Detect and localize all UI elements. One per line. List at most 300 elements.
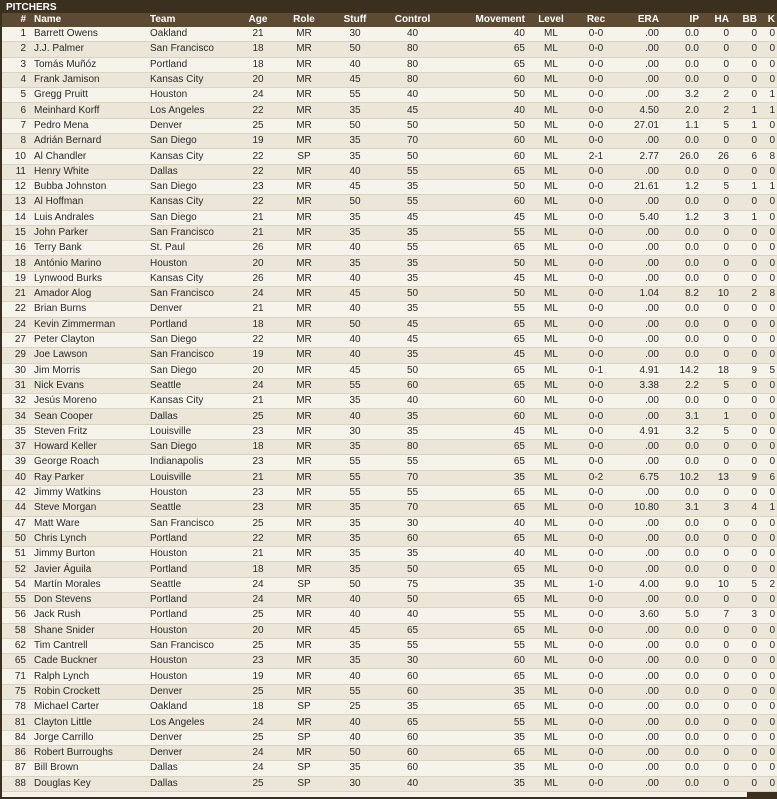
cell-ip: 0.0: [661, 256, 701, 271]
column-header-bb[interactable]: BB: [731, 13, 759, 27]
cell-age: 23: [238, 501, 278, 516]
cell-role: MR: [278, 317, 330, 332]
cell-role: SP: [278, 776, 330, 791]
cell-role: SP: [278, 149, 330, 164]
table-row[interactable]: [2, 302, 777, 317]
cell-name: António Marino: [28, 256, 148, 271]
cell-age: 22: [238, 103, 278, 118]
cell-k: 0: [759, 317, 777, 332]
table-row[interactable]: [2, 730, 777, 745]
cell-team: San Diego: [148, 210, 238, 225]
cell-team: San Francisco: [148, 638, 238, 653]
column-header-num[interactable]: #: [2, 13, 28, 27]
cell-control: 50: [380, 562, 445, 577]
cell-rec: 0-0: [575, 669, 617, 684]
cell-stuff: 35: [330, 761, 380, 776]
cell-bb: 0: [731, 730, 759, 745]
cell-control: 80: [380, 440, 445, 455]
cell-movement: 60: [445, 394, 527, 409]
cell-era: 2.77: [617, 149, 661, 164]
cell-level: ML: [527, 287, 575, 302]
cell-ha: 10: [701, 287, 731, 302]
cell-ip: 0.0: [661, 440, 701, 455]
cell-control: 40: [380, 27, 445, 42]
cell-age: 24: [238, 88, 278, 103]
table-row[interactable]: [2, 225, 777, 240]
cell-ip: 0.0: [661, 531, 701, 546]
cell-name: Robin Crockett: [28, 684, 148, 699]
table-row[interactable]: [2, 27, 777, 42]
table-row[interactable]: [2, 409, 777, 424]
cell-rec: 0-0: [575, 638, 617, 653]
column-header-ip[interactable]: IP: [661, 13, 701, 27]
cell-ha: 0: [701, 332, 731, 347]
column-header-name[interactable]: Name: [28, 13, 148, 27]
table-row[interactable]: [2, 531, 777, 546]
column-header-movement[interactable]: Movement: [445, 13, 527, 27]
cell-num: 75: [2, 684, 28, 699]
cell-movement: 65: [445, 485, 527, 500]
table-row[interactable]: [2, 562, 777, 577]
cell-rec: 0-0: [575, 562, 617, 577]
column-header-level[interactable]: Level: [527, 13, 575, 27]
table-row[interactable]: [2, 363, 777, 378]
table-row[interactable]: [2, 42, 777, 57]
cell-era: .00: [617, 485, 661, 500]
table-row[interactable]: [2, 287, 777, 302]
cell-k: 0: [759, 745, 777, 760]
cell-num: 58: [2, 623, 28, 638]
cell-ha: 0: [701, 164, 731, 179]
cell-movement: 65: [445, 531, 527, 546]
cell-movement: 65: [445, 501, 527, 516]
cell-era: 4.91: [617, 363, 661, 378]
cell-bb: 0: [731, 225, 759, 240]
cell-movement: 65: [445, 164, 527, 179]
table-row[interactable]: [2, 241, 777, 256]
table-row[interactable]: [2, 684, 777, 699]
cell-era: .00: [617, 57, 661, 72]
cell-control: 35: [380, 547, 445, 562]
cell-rec: 0-0: [575, 118, 617, 133]
cell-level: ML: [527, 103, 575, 118]
cell-rec: 0-0: [575, 424, 617, 439]
cell-control: 80: [380, 72, 445, 87]
cell-control: 35: [380, 256, 445, 271]
table-row[interactable]: [2, 455, 777, 470]
table-row[interactable]: [2, 149, 777, 164]
table-row[interactable]: [2, 195, 777, 210]
cell-level: ML: [527, 531, 575, 546]
cell-bb: 1: [731, 118, 759, 133]
cell-role: MR: [278, 88, 330, 103]
cell-age: 25: [238, 118, 278, 133]
table-row[interactable]: [2, 134, 777, 149]
cell-role: MR: [278, 684, 330, 699]
cell-ha: 0: [701, 57, 731, 72]
cell-team: Louisville: [148, 470, 238, 485]
cell-role: MR: [278, 623, 330, 638]
cell-ha: 0: [701, 516, 731, 531]
table-row[interactable]: [2, 638, 777, 653]
cell-name: Joe Lawson: [28, 348, 148, 363]
cell-name: Howard Keller: [28, 440, 148, 455]
cell-name: Ralph Lynch: [28, 669, 148, 684]
cell-age: 21: [238, 470, 278, 485]
column-header-age[interactable]: Age: [238, 13, 278, 27]
cell-ha: 0: [701, 42, 731, 57]
cell-role: MR: [278, 241, 330, 256]
cell-num: 39: [2, 455, 28, 470]
cell-movement: 40: [445, 27, 527, 42]
cell-age: 25: [238, 608, 278, 623]
cell-rec: 0-0: [575, 256, 617, 271]
column-header-rec[interactable]: Rec: [575, 13, 617, 27]
cell-ha: 0: [701, 776, 731, 791]
cell-age: 20: [238, 256, 278, 271]
cell-k: 0: [759, 623, 777, 638]
cell-num: 30: [2, 363, 28, 378]
cell-stuff: 55: [330, 684, 380, 699]
cell-num: 55: [2, 592, 28, 607]
cell-era: .00: [617, 394, 661, 409]
cell-k: 0: [759, 440, 777, 455]
column-header-role[interactable]: Role: [278, 13, 330, 27]
cell-movement: 50: [445, 118, 527, 133]
cell-ha: 0: [701, 531, 731, 546]
cell-control: 40: [380, 608, 445, 623]
cell-ip: 0.0: [661, 225, 701, 240]
cell-movement: 65: [445, 669, 527, 684]
cell-num: 27: [2, 332, 28, 347]
cell-bb: 0: [731, 638, 759, 653]
table-row[interactable]: [2, 623, 777, 638]
cell-rec: 0-0: [575, 485, 617, 500]
cell-movement: 50: [445, 287, 527, 302]
cell-bb: 0: [731, 302, 759, 317]
cell-stuff: 45: [330, 623, 380, 638]
cell-team: Houston: [148, 669, 238, 684]
cell-age: 22: [238, 332, 278, 347]
table-row[interactable]: [2, 516, 777, 531]
cell-name: Lynwood Burks: [28, 271, 148, 286]
cell-level: ML: [527, 348, 575, 363]
cell-ha: 0: [701, 485, 731, 500]
cell-era: 3.38: [617, 378, 661, 393]
cell-stuff: 50: [330, 195, 380, 210]
cell-age: 18: [238, 700, 278, 715]
cell-era: .00: [617, 348, 661, 363]
table-row[interactable]: [2, 271, 777, 286]
table-row[interactable]: [2, 179, 777, 194]
cell-bb: 9: [731, 363, 759, 378]
column-header-era[interactable]: ERA: [617, 13, 661, 27]
cell-name: Steve Morgan: [28, 501, 148, 516]
cell-bb: 0: [731, 88, 759, 103]
cell-num: 62: [2, 638, 28, 653]
cell-era: .00: [617, 27, 661, 42]
table-row[interactable]: [2, 761, 777, 776]
cell-team: Denver: [148, 730, 238, 745]
cell-movement: 35: [445, 776, 527, 791]
table-row[interactable]: [2, 88, 777, 103]
cell-movement: 65: [445, 363, 527, 378]
cell-stuff: 50: [330, 317, 380, 332]
cell-num: 78: [2, 700, 28, 715]
cell-control: 60: [380, 761, 445, 776]
cell-level: ML: [527, 363, 575, 378]
cell-control: 45: [380, 103, 445, 118]
cell-name: Shane Snider: [28, 623, 148, 638]
cell-k: 0: [759, 118, 777, 133]
cell-bb: 0: [731, 531, 759, 546]
cell-control: 35: [380, 179, 445, 194]
cell-movement: 65: [445, 623, 527, 638]
cell-num: 21: [2, 287, 28, 302]
cell-era: 6.75: [617, 470, 661, 485]
cell-level: ML: [527, 547, 575, 562]
cell-num: 1: [2, 27, 28, 42]
table-row[interactable]: [2, 57, 777, 72]
cell-bb: 0: [731, 424, 759, 439]
cell-age: 26: [238, 271, 278, 286]
cell-bb: 0: [731, 761, 759, 776]
cell-role: MR: [278, 470, 330, 485]
table-row[interactable]: [2, 332, 777, 347]
cell-control: 55: [380, 164, 445, 179]
cell-era: 21.61: [617, 179, 661, 194]
cell-k: 0: [759, 761, 777, 776]
cell-ip: 0.0: [661, 776, 701, 791]
cell-level: ML: [527, 669, 575, 684]
table-row[interactable]: [2, 608, 777, 623]
cell-level: ML: [527, 149, 575, 164]
cell-k: 0: [759, 516, 777, 531]
cell-stuff: 50: [330, 42, 380, 57]
cell-movement: 35: [445, 730, 527, 745]
table-row[interactable]: [2, 210, 777, 225]
cell-ha: 0: [701, 195, 731, 210]
cell-era: .00: [617, 531, 661, 546]
cell-level: ML: [527, 27, 575, 42]
table-row[interactable]: [2, 547, 777, 562]
cell-level: ML: [527, 179, 575, 194]
cell-role: MR: [278, 27, 330, 42]
cell-ha: 13: [701, 470, 731, 485]
cell-team: San Francisco: [148, 516, 238, 531]
table-row[interactable]: [2, 394, 777, 409]
cell-k: 0: [759, 684, 777, 699]
cell-num: 16: [2, 241, 28, 256]
pitchers-table: [2, 13, 777, 792]
cell-k: 0: [759, 409, 777, 424]
cell-stuff: 30: [330, 424, 380, 439]
cell-ha: 7: [701, 608, 731, 623]
cell-level: ML: [527, 562, 575, 577]
cell-rec: 0-0: [575, 378, 617, 393]
cell-ip: 0.0: [661, 42, 701, 57]
cell-bb: 5: [731, 577, 759, 592]
cell-name: Kevin Zimmerman: [28, 317, 148, 332]
cell-rec: 0-0: [575, 241, 617, 256]
table-row[interactable]: [2, 118, 777, 133]
table-row[interactable]: [2, 378, 777, 393]
cell-ip: 14.2: [661, 363, 701, 378]
cell-rec: 0-1: [575, 363, 617, 378]
cell-age: 20: [238, 72, 278, 87]
cell-k: 0: [759, 302, 777, 317]
table-row[interactable]: [2, 577, 777, 592]
cell-role: MR: [278, 562, 330, 577]
table-row[interactable]: [2, 103, 777, 118]
table-row[interactable]: [2, 470, 777, 485]
cell-era: .00: [617, 669, 661, 684]
cell-stuff: 55: [330, 455, 380, 470]
cell-movement: 65: [445, 700, 527, 715]
cell-stuff: 35: [330, 210, 380, 225]
cell-era: 4.00: [617, 577, 661, 592]
cell-num: 51: [2, 547, 28, 562]
cell-ha: 0: [701, 241, 731, 256]
cell-stuff: 50: [330, 745, 380, 760]
cell-role: MR: [278, 424, 330, 439]
cell-movement: 65: [445, 378, 527, 393]
table-row[interactable]: [2, 776, 777, 791]
cell-name: Cade Buckner: [28, 654, 148, 669]
cell-name: Jorge Carrillo: [28, 730, 148, 745]
cell-name: Frank Jamison: [28, 72, 148, 87]
column-header-ha[interactable]: HA: [701, 13, 731, 27]
cell-era: .00: [617, 42, 661, 57]
cell-num: 37: [2, 440, 28, 455]
cell-stuff: 45: [330, 72, 380, 87]
cell-k: 0: [759, 730, 777, 745]
cell-role: MR: [278, 455, 330, 470]
cell-era: .00: [617, 195, 661, 210]
cell-movement: 45: [445, 348, 527, 363]
cell-role: MR: [278, 210, 330, 225]
cell-ha: 5: [701, 378, 731, 393]
table-row[interactable]: [2, 164, 777, 179]
cell-control: 35: [380, 348, 445, 363]
table-row[interactable]: [2, 424, 777, 439]
cell-team: Seattle: [148, 577, 238, 592]
table-row[interactable]: [2, 654, 777, 669]
column-header-k[interactable]: K: [759, 13, 777, 27]
cell-num: 4: [2, 72, 28, 87]
cell-name: Gregg Pruitt: [28, 88, 148, 103]
cell-role: MR: [278, 654, 330, 669]
column-header-team[interactable]: Team: [148, 13, 238, 27]
table-row[interactable]: [2, 745, 777, 760]
cell-age: 25: [238, 776, 278, 791]
header-row: [2, 13, 777, 27]
cell-role: MR: [278, 103, 330, 118]
cell-name: Al Chandler: [28, 149, 148, 164]
cell-era: .00: [617, 271, 661, 286]
cell-ha: 26: [701, 149, 731, 164]
column-header-control[interactable]: Control: [380, 13, 445, 27]
cell-ip: 0.0: [661, 485, 701, 500]
cell-rec: 0-0: [575, 608, 617, 623]
table-row[interactable]: [2, 440, 777, 455]
cell-movement: 45: [445, 271, 527, 286]
cell-rec: 0-0: [575, 271, 617, 286]
table-row[interactable]: [2, 72, 777, 87]
cell-movement: 55: [445, 225, 527, 240]
table-row[interactable]: [2, 669, 777, 684]
cell-ha: 2: [701, 103, 731, 118]
table-row[interactable]: [2, 715, 777, 730]
cell-ip: 0.0: [661, 394, 701, 409]
cell-stuff: 40: [330, 57, 380, 72]
cell-ha: 0: [701, 562, 731, 577]
cell-num: 86: [2, 745, 28, 760]
cell-stuff: 40: [330, 409, 380, 424]
table-row[interactable]: [2, 700, 777, 715]
cell-era: 4.91: [617, 424, 661, 439]
table-row[interactable]: [2, 501, 777, 516]
cell-movement: 65: [445, 455, 527, 470]
table-row[interactable]: [2, 348, 777, 363]
cell-rec: 0-2: [575, 470, 617, 485]
cell-era: .00: [617, 654, 661, 669]
cell-rec: 2-1: [575, 149, 617, 164]
cell-bb: 0: [731, 271, 759, 286]
cell-ip: 1.1: [661, 118, 701, 133]
cell-k: 0: [759, 241, 777, 256]
cell-stuff: 35: [330, 516, 380, 531]
cell-bb: 0: [731, 332, 759, 347]
cell-control: 75: [380, 577, 445, 592]
cell-rec: 0-0: [575, 715, 617, 730]
cell-era: .00: [617, 745, 661, 760]
cell-k: 0: [759, 547, 777, 562]
cell-age: 19: [238, 669, 278, 684]
cell-control: 30: [380, 516, 445, 531]
table-row[interactable]: [2, 592, 777, 607]
cell-k: 0: [759, 592, 777, 607]
cell-level: ML: [527, 424, 575, 439]
cell-team: Houston: [148, 485, 238, 500]
cell-rec: 0-0: [575, 592, 617, 607]
cell-ha: 0: [701, 592, 731, 607]
cell-control: 65: [380, 715, 445, 730]
cell-num: 40: [2, 470, 28, 485]
cell-age: 22: [238, 149, 278, 164]
table-row[interactable]: [2, 317, 777, 332]
cell-era: .00: [617, 776, 661, 791]
table-row[interactable]: [2, 256, 777, 271]
cell-role: MR: [278, 134, 330, 149]
table-row[interactable]: [2, 485, 777, 500]
cell-ha: 5: [701, 118, 731, 133]
cell-name: Amador Alog: [28, 287, 148, 302]
cell-era: 1.04: [617, 287, 661, 302]
cell-bb: 0: [731, 715, 759, 730]
cell-rec: 0-0: [575, 394, 617, 409]
cell-k: 0: [759, 348, 777, 363]
cell-ha: 0: [701, 745, 731, 760]
cell-level: ML: [527, 302, 575, 317]
cell-k: 0: [759, 195, 777, 210]
cell-k: 8: [759, 287, 777, 302]
cell-bb: 1: [731, 179, 759, 194]
column-header-stuff[interactable]: Stuff: [330, 13, 380, 27]
cell-movement: 65: [445, 317, 527, 332]
cell-num: 18: [2, 256, 28, 271]
cell-num: 12: [2, 179, 28, 194]
